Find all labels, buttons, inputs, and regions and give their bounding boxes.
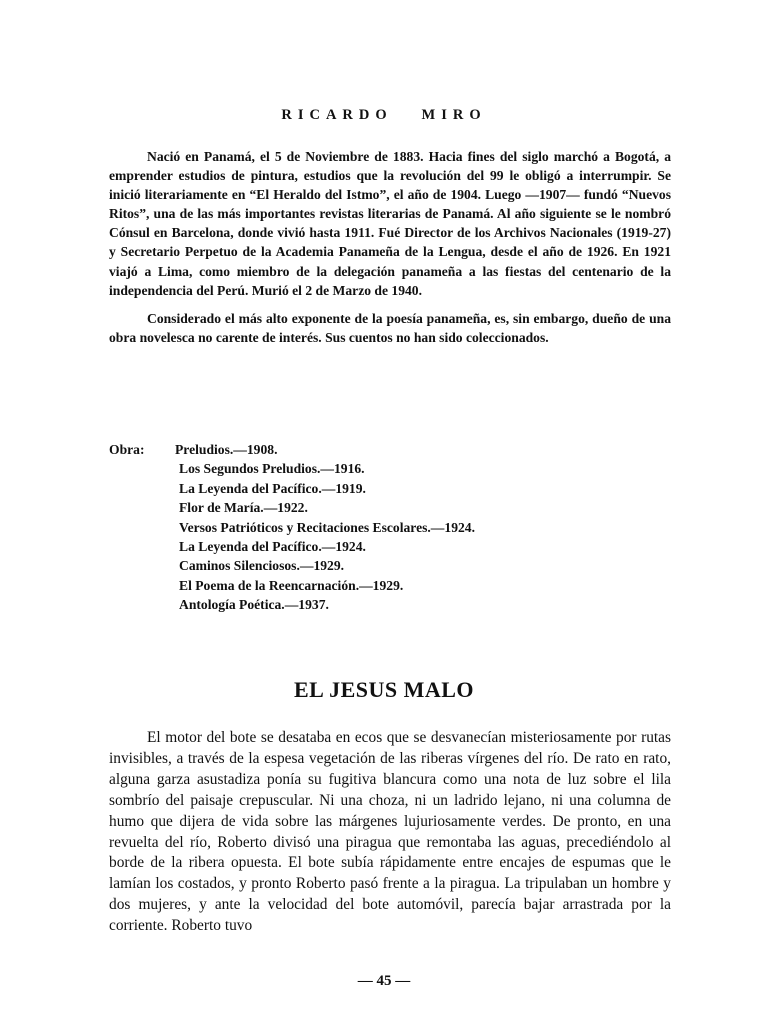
author-heading: RICARDO MIRO <box>281 107 487 123</box>
bio-paragraph: Considerado el más alto exponente de la poesía panameña, es, sin embargo, dueño de una obra novelesca no carente de interés. Sus cuentos no han sido coleccionados. <box>109 310 671 345</box>
story-paragraph: El motor del bote se desataba en ecos que se desvanecían misteriosamente por rutas invisibles, a través de la espesa vegetación de las riberas vírgenes del río. De rato en rato, alguna garza asustadiza ponía su fugitiva blancura como una nota de luz sobre el lila sombrío del paisaje crepuscular. Ni una choza, ni un ladrido lejano, ni una columna de humo que dijera de vida sobre las márgenes lujuriosamente verdes. De pronto, en una revuelta del río, Roberto divisó una piragua que remontaba las aguas, precediéndolo al borde de la ribera opuesta. El bote subía rápidamente entre encajes de espumas que le lamían los costados, y pronto Roberto pasó frente a la piragua. La tripulaban un hombre y dos mujeres, y ante la velocidad del bote automóvil, parecía bajar arrastrada por la corriente. Roberto tuvo <box>109 729 671 935</box>
bio-paragraph: Nació en Panamá, el 5 de Noviembre de 1883. Hacia fines del siglo marchó a Bogotá, a emprender estudios de pintura, estudios que la revolución del 99 le obligó a interrumpir. Se inició literariamente en “El Heraldo del Istmo”, el año de 1904. Luego —1907— fundó “Nuevos Ritos”, una de las más importantes revistas literarias de Panamá. Al año siguiente se le nombró Cónsul en Barcelona, donde vivió hasta 1911. Fué Director de los Archivos Nacionales (1919-27) y Secretario Perpetuo de la Academia Panameña de la Lengua, desde el año de 1926. En 1921 viajó a Lima, como miembro de la delegación panameña a las fiestas del centenario de la independencia del Perú. Murió el 2 de Marzo de 1940. <box>109 149 671 298</box>
works-items <box>175 440 665 615</box>
works-label: Obra: <box>109 442 145 457</box>
story-title: EL JESUS MALO <box>293 677 475 702</box>
biography <box>109 147 671 347</box>
work-item: El Poema de la Reencarnación.—1929. <box>179 577 404 593</box>
work-item: Versos Patrióticos y Recitaciones Escolares.—1924. <box>179 519 475 535</box>
story-body <box>109 728 671 937</box>
work-item: Los Segundos Preludios.—1916. <box>179 461 365 477</box>
work-item: Preludios.—1908. <box>175 442 278 457</box>
work-item: La Leyenda del Pacífico.—1919. <box>179 480 366 496</box>
work-item: Caminos Silenciosos.—1929. <box>179 558 345 574</box>
work-item: Flor de María.—1922. <box>179 500 308 516</box>
work-item: Antología Poética.—1937. <box>179 597 329 613</box>
page-number: — 45 — <box>357 973 411 989</box>
work-item: La Leyenda del Pacífico.—1924. <box>179 539 366 555</box>
